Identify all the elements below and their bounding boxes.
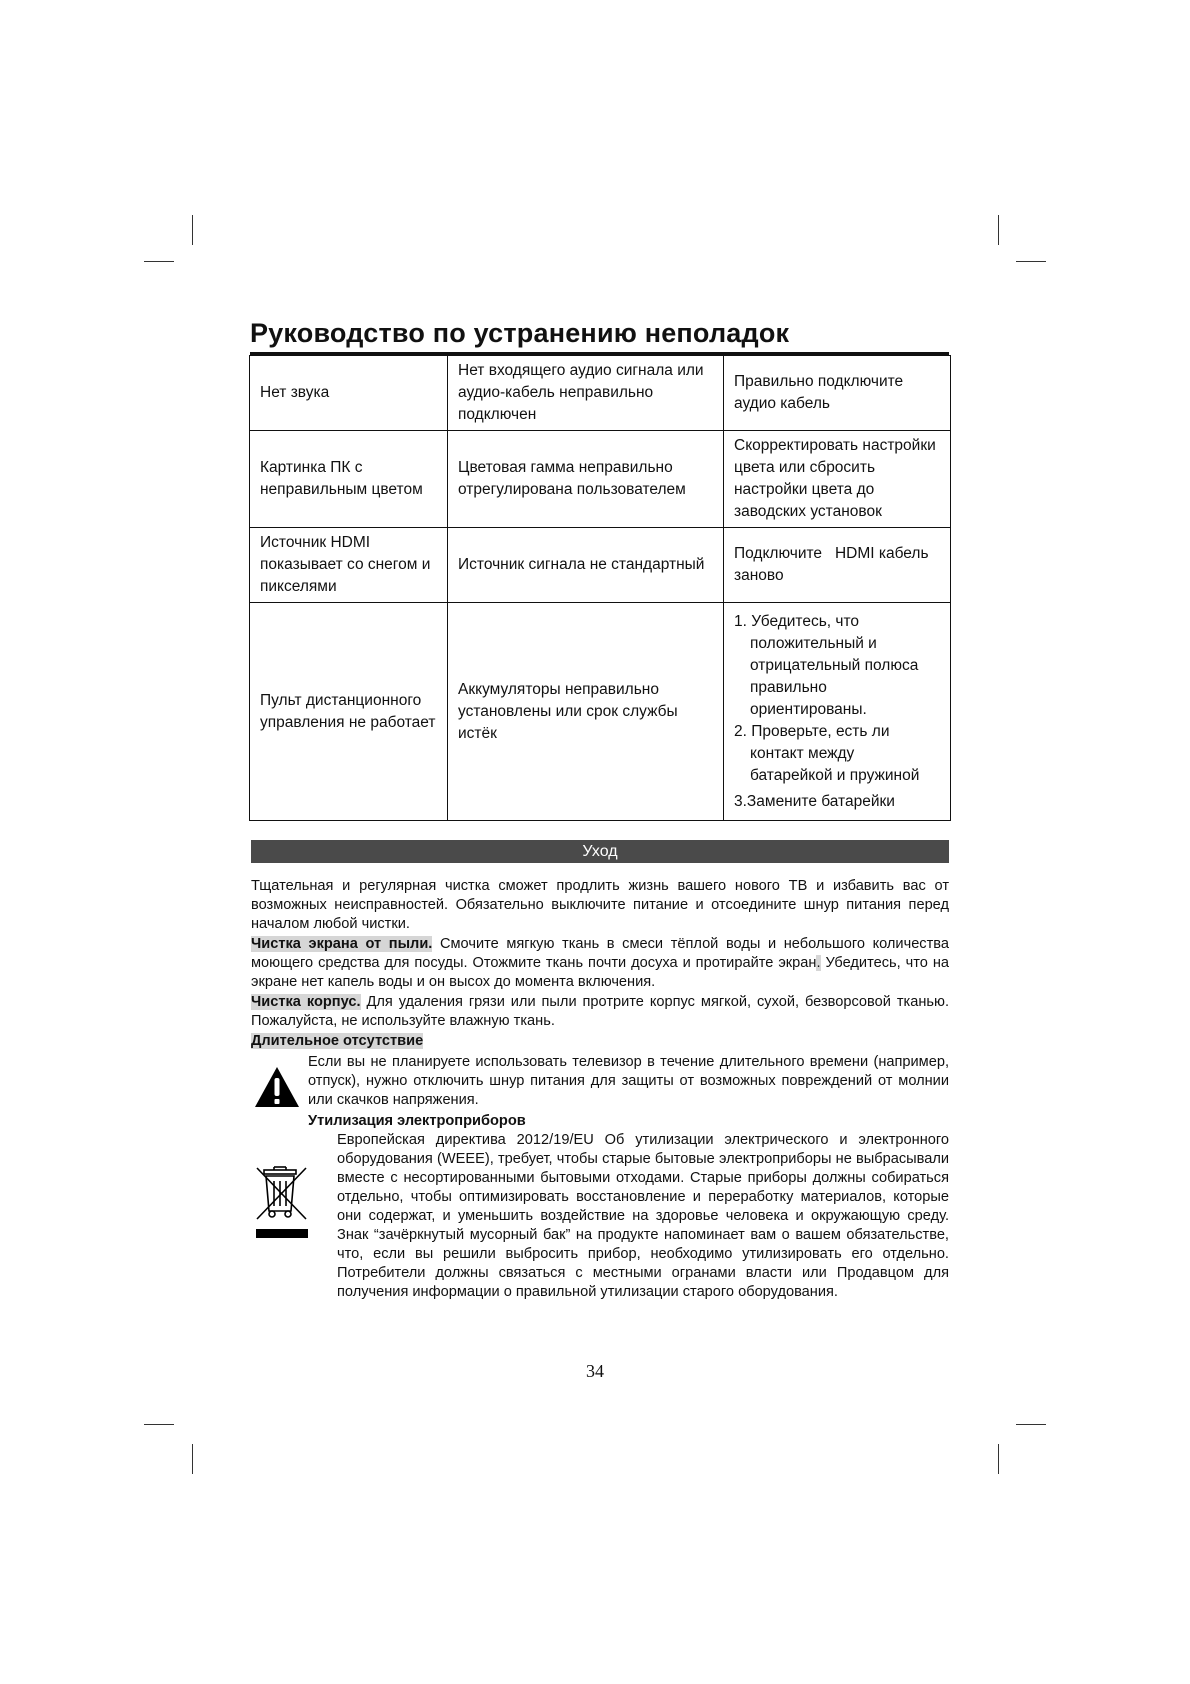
screen-cleaning-paragraph xyxy=(251,935,949,992)
absence-text: Если вы не планируете использовать телевизор в течение длительного времени (например, отпуск), нужно отключить шнур питания для защиты от возможных повреждений от молнии или скачков напряжения. xyxy=(308,1054,949,1108)
solution-list xyxy=(734,611,940,813)
cause-cell: Аккумуляторы неправильно установлены или срок службы истёк xyxy=(448,603,724,821)
page-title: Руководство по устранению неполадок xyxy=(250,318,790,348)
solution-step: 1. Убедитесь, что положительный и отрицательный полюса правильно ориентированы. xyxy=(734,612,919,718)
solution-step: 2. Проверьте, есть ли контакт между батарейкой и пружиной xyxy=(734,722,920,784)
table-row xyxy=(250,431,951,528)
crop-mark xyxy=(1016,1424,1046,1425)
absence-heading: Длительное отсутствие xyxy=(251,1033,424,1049)
problem-cell: Пульт дистанционного управления не работает xyxy=(250,603,448,821)
crop-mark xyxy=(1016,261,1046,262)
screen-cleaning-text: Смочите мягкую ткань в смеси тёплой воды и небольшого количества моющего средства для посуды. Отожмите ткань почти досуха и протирайте экран xyxy=(251,936,949,971)
solution-cell: Подключите HDMI кабель заново xyxy=(724,528,951,603)
table-row xyxy=(250,603,951,821)
screen-cleaning-period: . xyxy=(816,955,821,971)
table-row xyxy=(250,528,951,603)
crop-mark xyxy=(998,1444,999,1474)
crop-mark xyxy=(998,215,999,245)
disposal-text: Европейская директива 2012/19/EU Об утилизации электрического и электронного оборудования (WEEE), требует, чтобы старые бытовые электроприборы не выбрасывали вместе с несортированными бытовыми отходами. Старые приборы должны собираться отдельно, чтобы оптимизировать восстановление и переработку материалов, которые они содержат, и уменьшить воздействие на здоровье человека и окружающую среду. Знак “зачёркнутый мусорный бак” на продукте напоминает вам о вашем обязательстве, что, если вы решили выбросить прибор, необходимо утилизировать его отдельно. Потребители должны связаться с местными огранами власти или Продавцом для получения информации о правильной утилизации старого оборудования. xyxy=(337,1132,949,1300)
cause-cell: Цветовая гамма неправильно отрегулирована пользователем xyxy=(448,431,724,528)
solution-step: 3.Замените батарейки xyxy=(734,792,895,810)
crop-mark xyxy=(192,1444,193,1474)
problem-cell: Источник HDMI показывает со снегом и пикселями xyxy=(250,528,448,603)
problem-cell: Картинка ПК с неправильным цветом xyxy=(250,431,448,528)
solution-cell: Скорректировать настройки цвета или сбросить настройки цвета до заводских установок xyxy=(724,431,951,528)
warning-triangle-icon xyxy=(254,1066,300,1108)
screen-cleaning-label: Чистка экрана от пыли. xyxy=(251,936,433,952)
cause-cell: Источник сигнала не стандартный xyxy=(448,528,724,603)
body-cleaning-text: Для удаления грязи или пыли протрите корпус мягкой, сухой, безворсовой тканью. Пожалуйста, не используйте влажную ткань. xyxy=(251,994,949,1029)
table-row xyxy=(250,356,951,431)
page-number: 34 xyxy=(586,1361,604,1381)
crop-mark xyxy=(192,215,193,245)
body-cleaning-label: Чистка корпус. xyxy=(251,994,361,1010)
care-section-heading: Уход xyxy=(251,840,949,863)
cause-cell: Нет входящего аудио сигнала или аудио-кабель неправильно подключен xyxy=(448,356,724,431)
problem-cell: Нет звука xyxy=(250,356,448,431)
crop-mark xyxy=(144,261,174,262)
crop-mark xyxy=(144,1424,174,1425)
troubleshooting-table xyxy=(249,355,951,821)
screen-cleaning-text-2: Убедитесь, что на экране нет капель воды и он высох до момента включения. xyxy=(251,955,949,990)
solution-cell xyxy=(724,603,951,821)
body-cleaning-paragraph xyxy=(251,993,949,1031)
solution-cell: Правильно подключите аудио кабель xyxy=(724,356,951,431)
crossed-out-wheelie-bin-icon xyxy=(254,1165,310,1255)
care-intro: Тщательная и регулярная чистка сможет продлить жизнь вашего нового ТВ и избавить вас от возможных неисправностей. Обязательно выключите питание и отсоедините шнур питания перед началом любой чистки. xyxy=(251,878,949,932)
disposal-heading: Утилизация электроприборов xyxy=(308,1113,526,1129)
